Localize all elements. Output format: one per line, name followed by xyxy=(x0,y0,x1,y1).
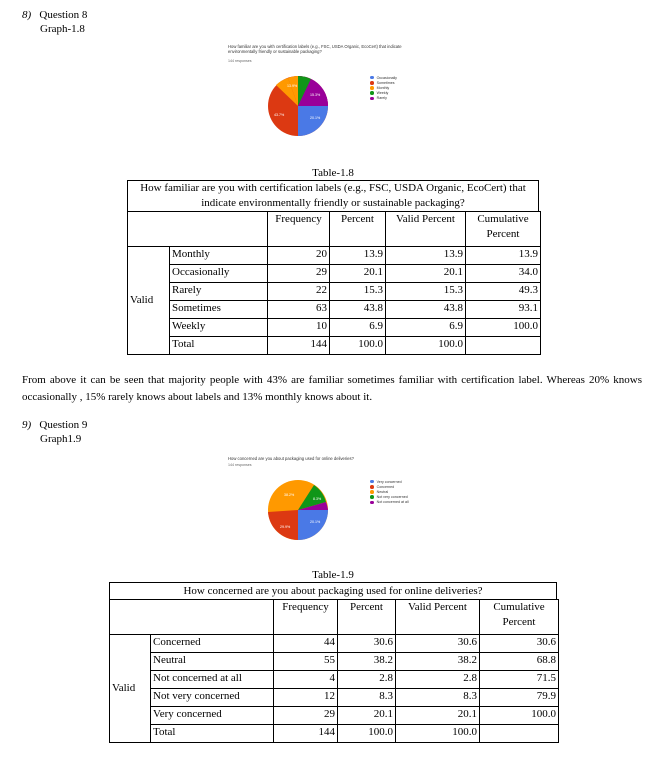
table-row xyxy=(110,725,559,743)
q9-number: 9) xyxy=(22,419,32,431)
q9-legend-dot xyxy=(370,495,374,499)
q9-legend-dot xyxy=(370,480,374,484)
q9-slice-label-c: 29.9% xyxy=(280,525,291,529)
q8-cell-label: Occasionally xyxy=(170,265,268,283)
q8-title: Question 8 xyxy=(39,9,88,21)
q9-cell-vpct: 2.8 xyxy=(396,671,480,689)
q9-legend-label: Concerned xyxy=(376,484,395,489)
q9-cell-cpct xyxy=(480,725,559,743)
q9-cell-cpct: 71.5 xyxy=(480,671,559,689)
q8-legend-label: Weekly xyxy=(376,91,389,96)
table-row xyxy=(128,283,541,301)
q9-cell-label: Not very concerned xyxy=(151,689,274,707)
q8-cell-pct: 6.9 xyxy=(330,319,386,337)
q8-cell-cpct: 49.3 xyxy=(466,283,541,301)
q8-number: 8) xyxy=(22,9,32,21)
q8-cell-freq: 10 xyxy=(268,319,330,337)
q8-paragraph: From above it can be seen that majority people with 43% are familiar sometimes familiar with certification label. Whereas 20% knows occasionally , 15% rarely knows about labels and 13% monthly knows about it. xyxy=(22,374,642,403)
q8-table-caption: Table-1.8 xyxy=(312,167,354,179)
q9-table-header xyxy=(110,600,559,635)
q8-cell-vpct: 43.8 xyxy=(386,301,466,319)
q8-legend xyxy=(370,75,397,101)
q9-slice-very-concerned xyxy=(298,510,328,540)
q9-cell-freq: 44 xyxy=(274,635,338,653)
table-row xyxy=(128,319,541,337)
q8-cell-pct: 13.9 xyxy=(330,247,386,265)
q9-cell-vpct: 20.1 xyxy=(396,707,480,725)
q9-cell-pct: 38.2 xyxy=(338,653,396,671)
q9-legend-item xyxy=(370,495,409,500)
table-row xyxy=(128,301,541,319)
q8-cell-pct: 20.1 xyxy=(330,265,386,283)
q9-legend-label: Not concerned at all xyxy=(376,500,409,505)
q9-cell-pct: 100.0 xyxy=(338,725,396,743)
q8-cell-vpct: 13.9 xyxy=(386,247,466,265)
q8-cell-freq: 144 xyxy=(268,337,330,355)
q9-cell-cpct: 100.0 xyxy=(480,707,559,725)
q9-cell-label: Total xyxy=(151,725,274,743)
q8-cell-label: Sometimes xyxy=(170,301,268,319)
q9-legend xyxy=(370,479,409,505)
q8-legend-label: Rarely xyxy=(376,96,387,101)
q9-header-cumulative-percent: Cumulative Percent xyxy=(480,600,559,635)
q9-cell-pct: 2.8 xyxy=(338,671,396,689)
q8-slice-label-c: 20.1% xyxy=(310,116,321,120)
q8-table-title: How familiar are you with certification labels (e.g., FSC, USDA Organic, EcoCert) that indicate environmentally friendly or sustainable packaging? xyxy=(127,180,539,212)
table-row xyxy=(110,689,559,707)
q9-cell-freq: 29 xyxy=(274,707,338,725)
q9-cell-vpct: 8.3 xyxy=(396,689,480,707)
q8-cell-label: Total xyxy=(170,337,268,355)
q9-cell-freq: 144 xyxy=(274,725,338,743)
q9-title: Question 9 xyxy=(39,419,88,431)
q9-legend-label: Not very concerned xyxy=(376,495,408,500)
q8-cell-freq: 63 xyxy=(268,301,330,319)
q9-legend-dot xyxy=(370,485,374,489)
q9-cell-vpct: 100.0 xyxy=(396,725,480,743)
q8-heading xyxy=(22,8,87,36)
q8-slice-label-d: 43.7% xyxy=(274,113,285,117)
q9-graph-label: Graph1.9 xyxy=(40,433,82,445)
q9-cell-pct: 20.1 xyxy=(338,707,396,725)
q9-valid-label: Valid xyxy=(110,635,151,743)
q9-chart xyxy=(228,456,458,546)
q8-cell-vpct: 6.9 xyxy=(386,319,466,337)
q8-header-cumulative-percent: Cumulative Percent xyxy=(466,212,541,247)
q8-cell-label: Rarely xyxy=(170,283,268,301)
q8-slice-label-a: 13.9% xyxy=(287,84,298,88)
q8-legend-label: Monthly xyxy=(376,85,390,90)
q8-legend-dot xyxy=(370,76,374,80)
q8-cell-cpct: 13.9 xyxy=(466,247,541,265)
q9-pie xyxy=(266,478,330,542)
q8-legend-dot xyxy=(370,91,374,95)
q8-chart-title: How familiar are you with certification labels (e.g., FSC, USDA Organic, EcoCert) that indicate environmentally friendly or sustainable packaging? xyxy=(228,44,402,55)
q9-heading xyxy=(22,418,87,446)
q8-cell-vpct: 15.3 xyxy=(386,283,466,301)
q8-cell-cpct: 100.0 xyxy=(466,319,541,337)
q9-header-frequency: Frequency xyxy=(274,600,338,635)
q9-cell-freq: 12 xyxy=(274,689,338,707)
q8-cell-vpct: 20.1 xyxy=(386,265,466,283)
table-row xyxy=(110,707,559,725)
q9-table-caption: Table-1.9 xyxy=(312,569,354,581)
q8-cell-pct: 43.8 xyxy=(330,301,386,319)
q8-cell-freq: 22 xyxy=(268,283,330,301)
q8-cell-cpct: 93.1 xyxy=(466,301,541,319)
q9-cell-label: Very concerned xyxy=(151,707,274,725)
q8-header-frequency: Frequency xyxy=(268,212,330,247)
table-row xyxy=(110,653,559,671)
q8-legend-dot xyxy=(370,86,374,90)
q9-header-valid-percent: Valid Percent xyxy=(396,600,480,635)
q9-chart-responses: 144 responses xyxy=(228,463,252,467)
q8-cell-pct: 100.0 xyxy=(330,337,386,355)
q8-table-header xyxy=(128,212,541,247)
q9-table xyxy=(109,599,559,743)
table-row xyxy=(128,337,541,355)
q8-slice-label-b: 15.3% xyxy=(310,93,321,97)
table-row xyxy=(128,265,541,283)
q8-slice-occasionally xyxy=(298,106,328,136)
q9-header-percent: Percent xyxy=(338,600,396,635)
q9-cell-freq: 55 xyxy=(274,653,338,671)
q8-header-valid-percent: Valid Percent xyxy=(386,212,466,247)
q9-cell-cpct: 30.6 xyxy=(480,635,559,653)
q8-cell-label: Weekly xyxy=(170,319,268,337)
q9-chart-title: How concerned are you about packaging used for online deliveries? xyxy=(228,456,354,461)
q8-cell-vpct: 100.0 xyxy=(386,337,466,355)
q9-cell-label: Not concerned at all xyxy=(151,671,274,689)
table-row xyxy=(110,671,559,689)
q8-legend-label: Occasionally xyxy=(376,75,397,80)
q9-legend-label: Neutral xyxy=(376,489,389,494)
q8-legend-dot xyxy=(370,97,374,101)
q9-cell-cpct: 68.8 xyxy=(480,653,559,671)
q9-slice-label-b: 20.1% xyxy=(310,520,321,524)
q9-slice-label-a: 8.3% xyxy=(313,497,322,501)
q9-legend-dot xyxy=(370,490,374,494)
q9-slice-label-d: 38.2% xyxy=(284,493,295,497)
q8-chart xyxy=(228,44,458,134)
table-row xyxy=(110,635,559,653)
q9-legend-item xyxy=(370,500,409,505)
q8-pie xyxy=(266,74,330,138)
q9-legend-label: Very concerned xyxy=(376,479,402,484)
q9-cell-freq: 4 xyxy=(274,671,338,689)
q9-legend-dot xyxy=(370,501,374,505)
q8-cell-cpct: 34.0 xyxy=(466,265,541,283)
q8-valid-label: Valid xyxy=(128,247,170,355)
q9-cell-pct: 8.3 xyxy=(338,689,396,707)
q8-cell-cpct xyxy=(466,337,541,355)
table-row xyxy=(128,247,541,265)
q8-cell-pct: 15.3 xyxy=(330,283,386,301)
q8-cell-freq: 29 xyxy=(268,265,330,283)
q9-cell-pct: 30.6 xyxy=(338,635,396,653)
q8-legend-item xyxy=(370,96,397,101)
q8-cell-label: Monthly xyxy=(170,247,268,265)
q8-chart-responses: 144 responses xyxy=(228,59,252,63)
q8-table xyxy=(127,211,541,355)
q9-cell-label: Concerned xyxy=(151,635,274,653)
q9-cell-vpct: 38.2 xyxy=(396,653,480,671)
q9-table-title: How concerned are you about packaging used for online deliveries? xyxy=(109,582,557,600)
q8-graph-label: Graph-1.8 xyxy=(40,23,85,35)
q8-header-percent: Percent xyxy=(330,212,386,247)
q8-cell-freq: 20 xyxy=(268,247,330,265)
q9-cell-label: Neutral xyxy=(151,653,274,671)
q8-legend-dot xyxy=(370,81,374,85)
q8-legend-label: Sometimes xyxy=(376,80,395,85)
q9-cell-cpct: 79.9 xyxy=(480,689,559,707)
q9-cell-vpct: 30.6 xyxy=(396,635,480,653)
